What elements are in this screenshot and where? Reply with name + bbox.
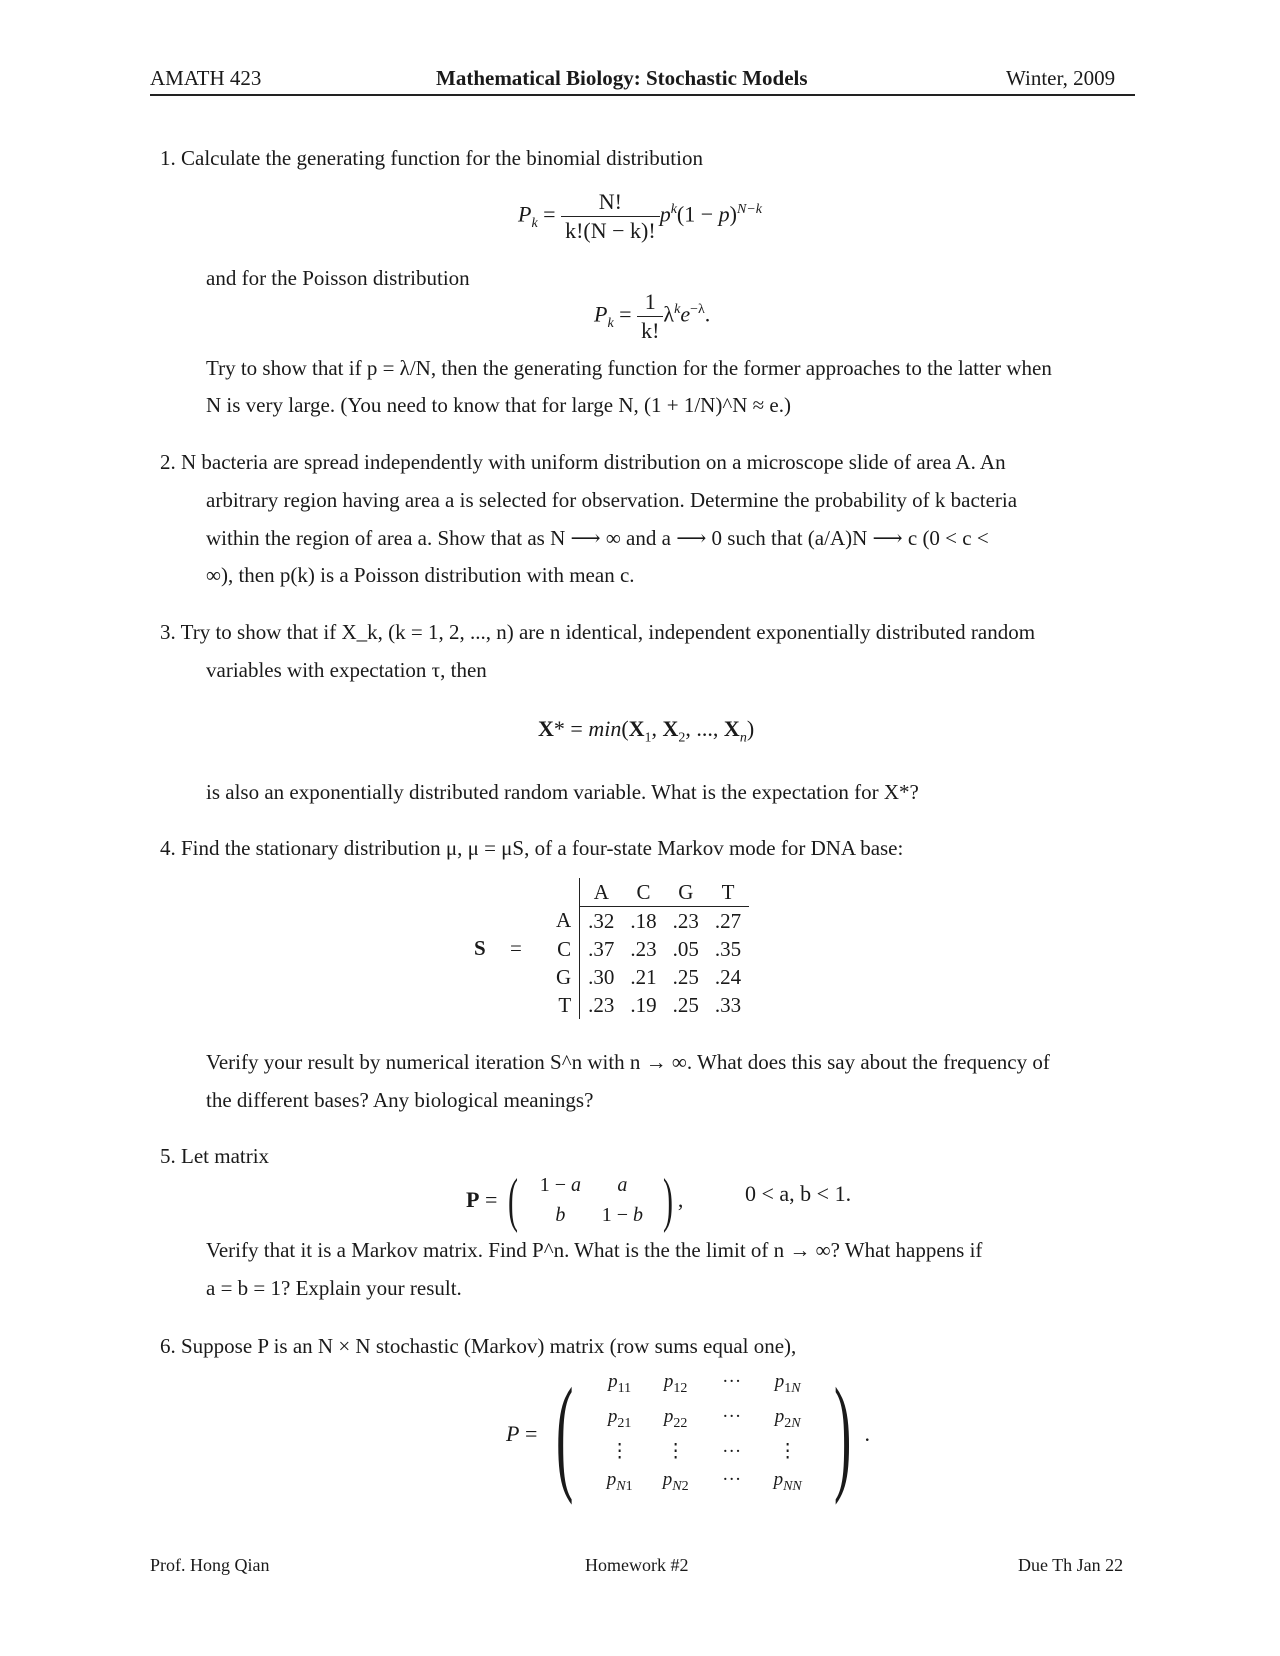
problem-1-line-1: Try to show that if p = λ/N, then the generating function for the former approaches to the latter when — [206, 356, 1052, 380]
poisson-intro: and for the Poisson distribution — [206, 266, 470, 290]
table-cell: .25 — [672, 964, 699, 989]
matrix-label: S — [474, 936, 486, 960]
min-formula: $X* = \min(X_1$, $X_2$, ..., $X_n$) — [538, 716, 755, 746]
table-cell: .33 — [714, 992, 742, 1017]
header-rule — [150, 94, 1135, 96]
problem-5-line-1: Verify that it is a Markov matrix. Find P^n. What is the the limit of n → ∞? What happens if — [206, 1238, 983, 1262]
table-cell: .27 — [714, 908, 742, 933]
instructor: Prof. Hong Qian — [150, 1555, 270, 1575]
problem-3-line-2: variables with expectation τ, then — [206, 658, 487, 682]
table-cell: .23 — [630, 936, 657, 961]
table-cell: .35 — [714, 936, 742, 961]
table-cell: .30 — [588, 964, 615, 989]
table-cell: .23 — [588, 992, 615, 1017]
table-row — [548, 991, 749, 1019]
problem-1-intro: 1. Calculate the generating function for the binomial distribution — [160, 146, 703, 170]
table-cell: .23 — [672, 908, 699, 933]
problem-2-line-1: 2. N bacteria are spread independently with uniform distribution on a microscope slide of area A. An — [160, 450, 1006, 474]
table-cell: .18 — [630, 908, 657, 933]
p-matrix-condition: 0 < a, b < 1. — [745, 1181, 852, 1206]
problem-6-intro: 6. Suppose P is an N × N stochastic (Markov) matrix (row sums equal one), — [160, 1334, 797, 1358]
matrix-header-row — [548, 878, 749, 907]
row-label: T — [548, 991, 580, 1019]
col-header: G — [665, 878, 707, 907]
poisson-formula: $P_k$ = $\frac{1}{k!}$ $\lambda^ke^{-\lambda}$. — [594, 289, 711, 343]
table-cell: .21 — [630, 964, 657, 989]
problem-5-intro: 5. Let matrix — [160, 1144, 270, 1168]
table-row — [548, 935, 749, 963]
table-cell: .25 — [672, 992, 699, 1017]
col-header: C — [622, 878, 664, 907]
table-cell: .37 — [588, 936, 615, 961]
table-cell: .24 — [714, 964, 742, 989]
course-code: AMATH 423 — [150, 66, 262, 90]
table-cell: .19 — [630, 992, 657, 1017]
row-label: A — [548, 907, 580, 936]
page-title: Mathematical Biology: Stochastic Models — [436, 66, 808, 90]
problem-2-line-2: arbitrary region having area a is selected for observation. Determine the probability of k bacteria — [206, 488, 1018, 512]
binomial-formula: $P_k$ = $\frac{N!}{k!(N - k)!}$ $p^k(1 - p)^{N-k}$ — [518, 189, 762, 243]
p-matrix-formula: P = ( 1 − a a b 1 − b ) , — [466, 1167, 684, 1233]
transition-matrix — [548, 878, 749, 1019]
matrix-equals: = — [510, 936, 522, 960]
problem-1-line-2: N is very large. (You need to know that for large N, (1 + 1/N)^N ≈ e.) — [206, 393, 791, 417]
row-label: G — [548, 963, 580, 991]
term: Winter, 2009 — [1006, 66, 1116, 90]
stochastic-matrix: P = ( $p_{11}$ $p_{12}$ ··· $p_{1N}$ $p_{21}$ $p_{22}$ ··· $p_{2N}$ ⋮ ⋮ ··· ⋮ $p_{N1}$ $p_{N2}$ ··· $p_{NN}$ ) . — [506, 1362, 870, 1507]
col-header: T — [707, 878, 749, 907]
problem-2-line-4: ∞), then p(k) is a Poisson distribution with mean c. — [206, 563, 635, 587]
due-date: Due Th Jan 22 — [1018, 1555, 1124, 1575]
col-header: A — [580, 878, 623, 907]
problem-4-intro: 4. Find the stationary distribution μ, μ = μS, of a four-state Markov mode for DNA base: — [160, 836, 904, 860]
problem-2-line-3: within the region of area a. Show that as N ⟶ ∞ and a ⟶ 0 such that (a/A)N ⟶ c (0 < c < — [206, 526, 989, 550]
table-row — [548, 963, 749, 991]
problem-4-line-2: the different bases? Any biological meanings? — [206, 1088, 594, 1112]
problem-4-line-1: Verify your result by numerical iteration S^n with n → ∞. What does this say about the frequency of — [206, 1050, 1050, 1074]
problem-3-line-1: 3. Try to show that if X_k, (k = 1, 2, ..., n) are n identical, independent exponentially distributed random — [160, 620, 1036, 644]
table-row — [548, 907, 749, 936]
assignment-label: Homework #2 — [585, 1555, 689, 1575]
row-label: C — [548, 935, 580, 963]
table-cell: .32 — [588, 908, 615, 933]
table-cell: .05 — [672, 936, 699, 961]
problem-5-line-2: a = b = 1? Explain your result. — [206, 1276, 462, 1300]
problem-3-line-3: is also an exponentially distributed random variable. What is the expectation for X*? — [206, 780, 919, 804]
